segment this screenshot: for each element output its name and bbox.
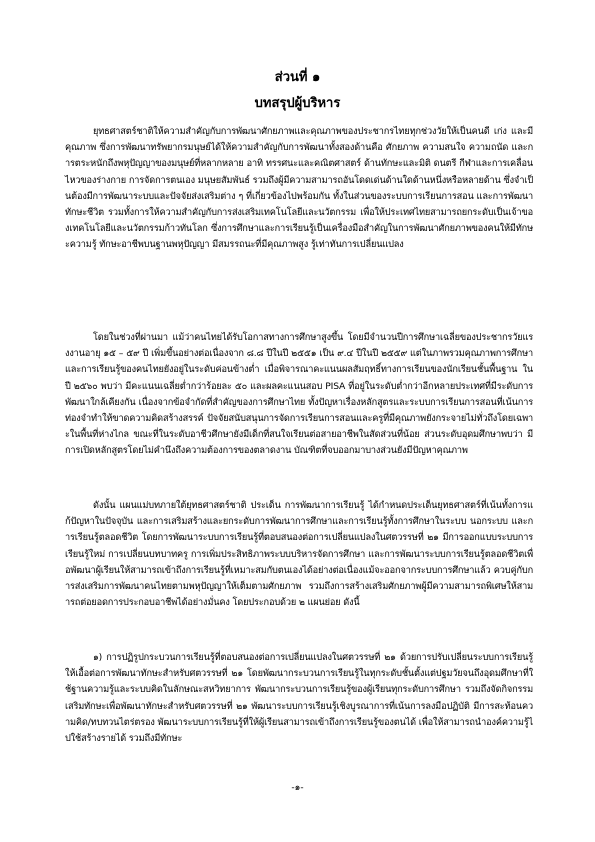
page-number: -๑- bbox=[291, 783, 304, 793]
section-subtitle: บทสรุปผู้บริหาร bbox=[254, 96, 341, 111]
paragraph-4: ๑) การปฏิรูปกระบวนการเรียนรู้ที่ตอบสนองต่อการเปลี่ยนแปลงในศตวรรษที่ ๒๑ ด้วยการปรับเปลี่ยนระบบการเรียนรู้ให้เอื้อต่อการพัฒนาทักษะสำหรับศตวรรษที่ ๒๑ โดยพัฒนากระบวนการเรียนรู้ในทุกระดับชั้นตั้งแต่ปฐมวัยจนถึงอุดมศึกษาที่ใช้ฐานความรู้และระบบคิดในลักษณะสหวิทยาการ พัฒนากระบวนการเรียนรู้ของผู้เรียนทุกระดับการศึกษา รวมถึงจัดกิจกรรมเสริมทักษะเพื่อพัฒนาทักษะสำหรับศตวรรษที่ ๒๑ พัฒนาระบบการเรียนรู้เชิงบูรณาการที่เน้นการลงมือปฏิบัติ มีการสะท้อนความคิด/ทบทวนไตร่ตรอง พัฒนาระบบการเรียนรู้ที่ให้ผู้เรียนสามารถเข้าถึงการเรียนรู้ของตนได้ เพื่อให้สามารถนำองค์ความรู้ไปใช้สร้างรายได้ รวมถึงมีทักษะ bbox=[65, 652, 533, 745]
paragraph-1: ยุทธศาสตร์ชาติให้ความสำคัญกับการพัฒนาศักยภาพและคุณภาพของประชากรไทยทุกช่วงวัยให้เป็นคนดี เก่ง และมีคุณภาพ ซึ่งการพัฒนาทรัพยากรมนุษย์ได้ให้ความสำคัญกับการพัฒนาทั้งสองด้านคือ ศักยภาพ ความสนใจ ความถนัด และการตระหนักถึงพหุปัญญาของมนุษย์ที่หลากหลาย อาทิ ทรรศนะและคณิตศาสตร์ ด้านทักษะและมิติ ดนตรี กีฬาและการเคลื่อนไหวของร่างกาย การจัดการตนเอง มนุษยสัมพันธ์ รวมถึงผู้มีความสามารถอันโดดเด่นด้านใดด้านหนึ่งหรือหลายด้าน ซึ่งจำเป็นต้องมีการพัฒนาระบบและปัจจัยส่งเสริมต่าง ๆ ที่เกี่ยวข้องไปพร้อมกัน ทั้งในส่วนของระบบการเรียนการสอน และการพัฒนาทักษะชีวิต รวมทั้งการให้ความสำคัญกับการส่งเสริมเทคโนโลยีและนวัตกรรม เพื่อให้ประเทศไทยสามารถยกระดับเป็นเจ้าของเทคโนโลยีและนวัตกรรมก้าวทันโลก ซึ่งการศึกษาและการเรียนรู้เป็นเครื่องมือสำคัญในการพัฒนาศักยภาพของคนให้มีทักษะความรู้ ทักษะอาชีพบนฐานพหุปัญญา มีสมรรถนะที่มีคุณภาพสูง รู้เท่าทันการเปลี่ยนแปลง bbox=[65, 126, 533, 251]
section-title: ส่วนที่ ๑ bbox=[274, 70, 321, 85]
paragraph-3: ดังนั้น แผนแม่บทภายใต้ยุทธศาสตร์ชาติ ประเด็น การพัฒนาการเรียนรู้ ได้กำหนดประเด็นยุทธศาสตร์ที่เน้นทั้งการแก้ปัญหาในปัจจุบัน และการเสริมสร้างและยกระดับการพัฒนาการศึกษาและการเรียนรู้ทั้งการศึกษาในระบบ นอกระบบ และการเรียนรู้ตลอดชีวิต โดยการพัฒนาระบบการเรียนรู้ที่ตอบสนองต่อการเปลี่ยนแปลงในศตวรรษที่ ๒๑ มีการออกแบบระบบการเรียนรู้ใหม่ การเปลี่ยนบทบาทครู การเพิ่มประสิทธิภาพระบบบริหารจัดการศึกษา และการพัฒนาระบบการเรียนรู้ตลอดชีวิตเพื่อพัฒนาผู้เรียนให้สามารถเข้าถึงการเรียนรู้ที่เหมาะสมกับตนเองได้อย่างต่อเนื่องแม้จะออกจากระบบการศึกษาแล้ว ควบคู่กับการส่งเสริมการพัฒนาคนไทยตามพหุปัญญาให้เต็มตามศักยภาพ รวมถึงการสร้างเสริมศักยภาพผู้มีความสามารถพิเศษให้สามารถต่อยอดการประกอบอาชีพได้อย่างมั่นคง โดยประกอบด้วย ๒ แผนย่อย ดังนี้ bbox=[65, 500, 533, 609]
paragraph-2: โดยในช่วงที่ผ่านมา แม้ว่าคนไทยได้รับโอกาสทางการศึกษาสูงขึ้น โดยมีจำนวนปีการศึกษาเฉลี่ยของประชากรวัยแรงงานอายุ ๑๕ – ๕๙ ปี เพิ่มขึ้นอย่างต่อเนื่องจาก ๘.๘ ปีในปี ๒๕๕๑ เป็น ๙.๔ ปีในปี ๒๕๕๙ แต่ในภาพรวมคุณภาพการศึกษาและการเรียนรู้ของคนไทยยังอยู่ในระดับค่อนข้างต่ำ เมื่อพิจารณาคะแนนผลสัมฤทธิ์ทางการเรียนของนักเรียนชั้นพื้นฐาน ในปี ๒๕๖๐ พบว่า มีคะแนนเฉลี่ยต่ำกว่าร้อยละ ๕๐ และผลคะแนนสอบ PISA ที่อยู่ในระดับต่ำกว่าอีกหลายประเทศที่มีระดับการพัฒนาใกล้เคียงกัน เนื่องจากข้อจำกัดที่สำคัญของการศึกษาไทย ทั้งปัญหาเรื่องหลักสูตรและระบบการเรียนการสอนที่เน้นการท่องจำทำให้ขาดความคิดสร้างสรรค์ ปัจจัยสนับสนุนการจัดการเรียนการสอนและครูที่มีคุณภาพยังกระจายไม่ทั่วถึงโดยเฉพาะในพื้นที่ห่างไกล ขณะที่ในระดับอาชีวศึกษายังมีเด็กที่สนใจเรียนต่อสายอาชีพในสัดส่วนที่น้อย ส่วนระดับอุดมศึกษาพบว่า มีการเปิดหลักสูตรโดยไม่คำนึงถึงความต้องการของตลาดงาน บัณฑิตที่จบออกมาบางส่วนยังมีปัญหาคุณภาพ bbox=[65, 332, 533, 457]
